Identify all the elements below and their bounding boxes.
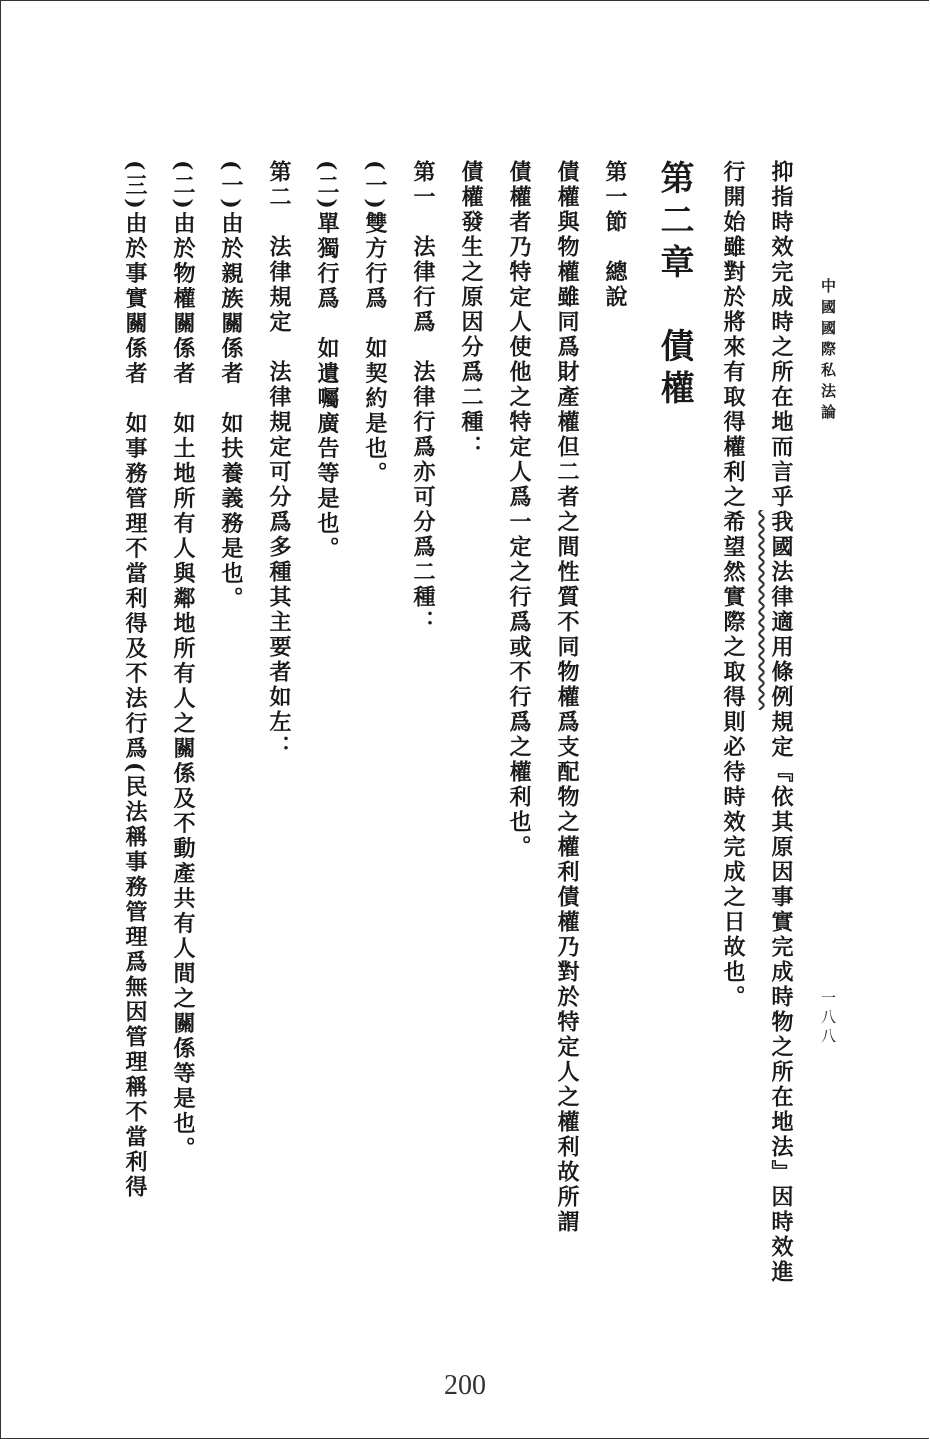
list-item-1-1: (一)雙方行爲 如契約是也。: [362, 160, 388, 487]
folio-number: 一八八: [819, 990, 837, 1047]
paragraph-1b: 債權者乃特定人使他之特定人爲一定之行爲或不行爲之權利也。: [506, 160, 532, 860]
body-line-1a: 抑指時效完成時之所在地而言乎: [768, 160, 794, 510]
list-item-2: 第二 法律規定 法律規定可分爲多種其主要者如左：: [266, 160, 292, 760]
paragraph-1a: 債權與物權雖同爲財產權但二者之間性質不同物權爲支配物之權利債權乃對於特定人之權利故所謂: [554, 160, 580, 1235]
body-line-1-underlined: 我國法律適用條例: [768, 510, 794, 710]
paragraph-2: 債權發生之原因分爲二種：: [458, 160, 484, 460]
body-line-1c: 規定『依其原因事實完成時物之所在地法』因時效進: [768, 710, 794, 1285]
section-heading: 第一節 總說: [602, 160, 628, 310]
list-item-1-2: (二)單獨行爲 如遺囑廣告等是也。: [314, 160, 340, 562]
list-item-2-3: (三)由於事實關係者 如事務管理不當利得及不法行爲(民法稱事務管理爲無因管理稱不當利得: [122, 160, 148, 1201]
page-number: 200: [444, 1370, 486, 1401]
running-title: 中國國際私法論: [819, 278, 837, 425]
list-item-1: 第一 法律行爲 法律行爲亦可分爲二種：: [410, 160, 436, 635]
chapter-heading: 第二章 債權: [654, 160, 694, 412]
list-item-2-2: (二)由於物權關係者 如土地所有人與鄰地所有人之關係及不動產共有人間之關係等是也。: [170, 160, 196, 1162]
body-text: [111, 160, 805, 1290]
body-line-1: [757, 160, 805, 1290]
list-item-2-1: (一)由於親族關係者 如扶養義務是也。: [218, 160, 244, 612]
body-line-2: 行開始雖對於將來有取得權利之希望然實際之取得則必待時效完成之日故也。: [720, 160, 746, 1010]
